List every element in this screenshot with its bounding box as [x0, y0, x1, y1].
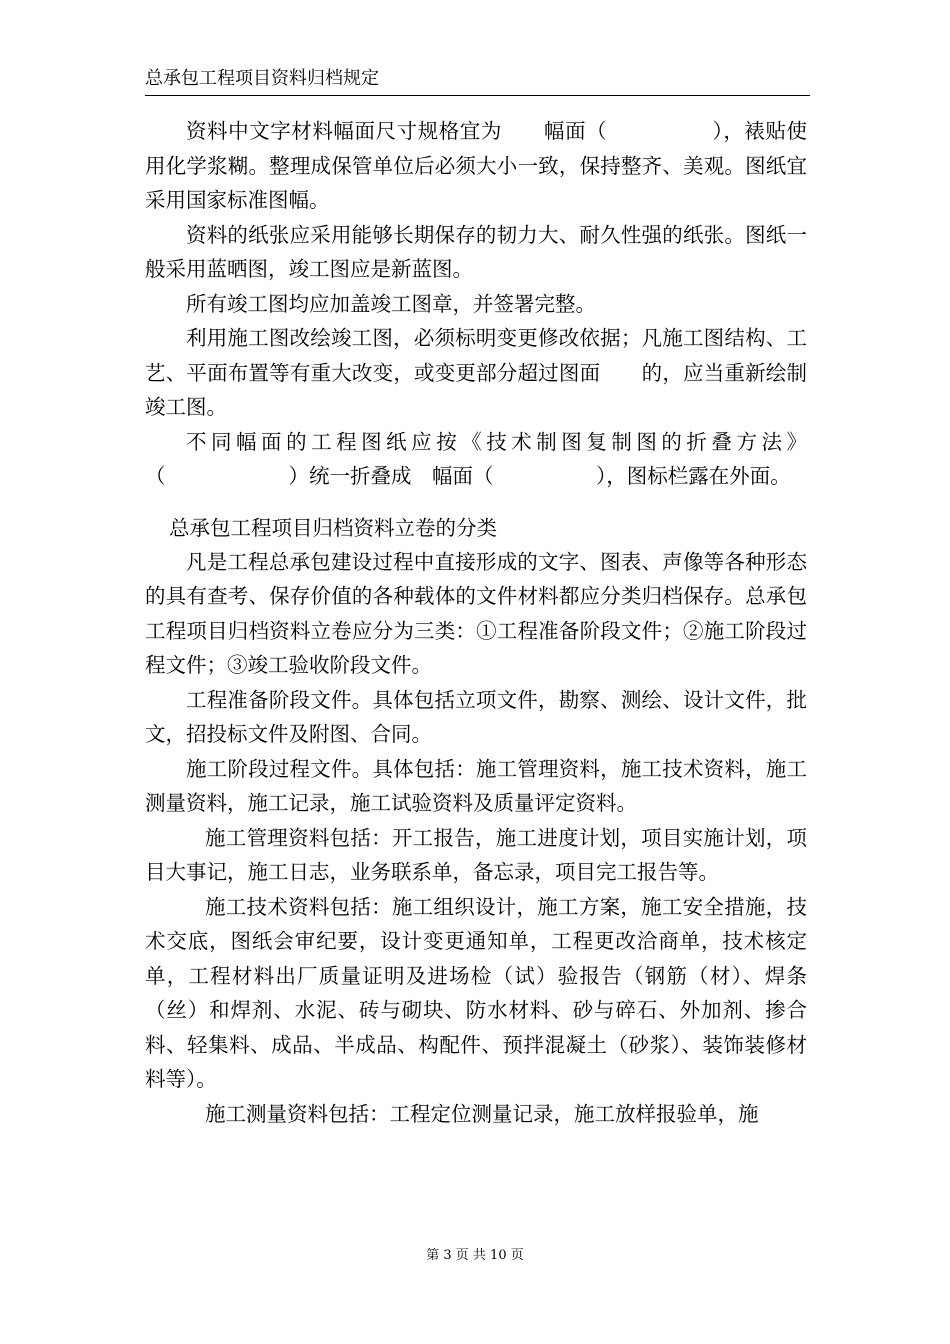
paragraph-management-materials: 施工管理资料包括：开工报告，施工进度计划，项目实施计划，项目大事记，施工日志，业务联系单，备忘录，项目完工报告等。 — [145, 825, 807, 884]
paragraph-redraw-rules: 利用施工图改绘竣工图，必须标明变更修改依据；凡施工图结构、工艺、平面布置等有重大改变，或变更部分超过图面 的，应当重新绘制竣工图。 — [145, 326, 807, 419]
paragraph-technical-materials: 施工技术资料包括：施工组织设计，施工方案，施工安全措施，技术交底，图纸会审纪要，设计变更通知单，工程更改洽商单，技术核定单，工程材料出厂质量证明及进场检（试）验报告（钢筋（材）、焊条（丝）和焊剂、水泥、砖与砌块、防水材料、砂与碎石、外加剂、掺合料、轻集料、成品、半成品、构配件、预拌混凝土（砂浆）、装饰装修材料等）。 — [145, 894, 807, 1091]
page-number-footer: 第 3 页 共 10 页 — [426, 1248, 524, 1263]
paragraph-survey-materials: 施工测量资料包括：工程定位测量记录，施工放样报验单，施 — [205, 1101, 759, 1126]
header-divider — [145, 95, 810, 96]
section-heading-classification: 总承包工程项目归档资料立卷的分类 — [169, 515, 497, 540]
paragraph-classification-overview: 凡是工程总承包建设过程中直接形成的文字、图表、声像等各种形态的具有查考、保存价值的各种载体的文件材料都应分类归档保存。总承包工程项目归档资料立卷应分为三类：①工程准备阶段文件；②施工阶段过程文件；③竣工验收阶段文件。 — [145, 549, 807, 677]
paragraph-folding-rules: 不同幅面的工程图纸应按《技术制图复制图的折叠方法》（ ）统一折叠成 幅面（ ），图标栏露在外面。 — [145, 429, 807, 488]
paragraph-preparation-stage: 工程准备阶段文件。具体包括立项文件，勘察、测绘、设计文件，批文，招投标文件及附图、合同。 — [145, 687, 807, 746]
paragraph-completion-stamp: 所有竣工图均应加盖竣工图章，并签署完整。 — [186, 291, 596, 316]
paragraph-paper-quality: 资料的纸张应采用能够长期保存的韧力大、耐久性强的纸张。图纸一般采用蓝晒图，竣工图应是新蓝图。 — [145, 222, 807, 281]
document-body — [145, 114, 807, 1131]
paragraph-text-material-size: 资料中文字材料幅面尺寸规格宜为 幅面（ ），裱贴使用化学浆糊。整理成保管单位后必须大小一致，保持整齐、美观。图纸宜采用国家标准图幅。 — [145, 119, 807, 212]
running-header-title: 总承包工程项目资料归档规定 — [145, 68, 379, 89]
paragraph-construction-stage: 施工阶段过程文件。具体包括：施工管理资料，施工技术资料，施工测量资料，施工记录，施工试验资料及质量评定资料。 — [145, 756, 807, 815]
